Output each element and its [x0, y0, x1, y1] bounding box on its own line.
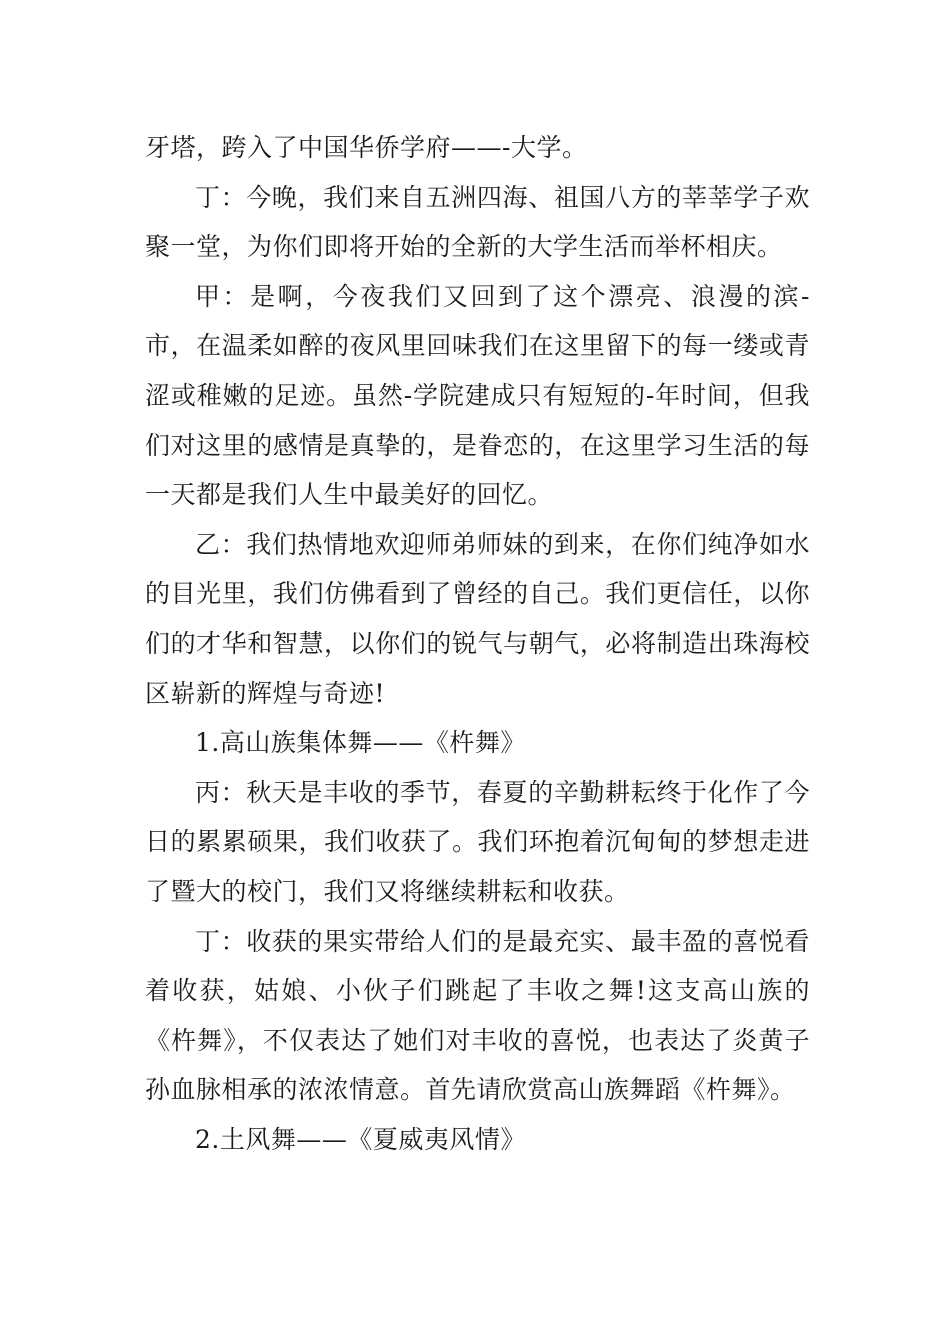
document-body	[145, 123, 810, 1164]
section-heading-2: 2.土风舞——《夏威夷风情》	[195, 1124, 526, 1154]
paragraph-1: 牙塔，跨入了中国华侨学府——-大学。	[145, 133, 588, 162]
paragraph-3: 甲：是啊，今夜我们又回到了这个漂亮、浪漫的滨-市，在温柔如醉的夜风里回味我们在这里留下的每一缕或青涩或稚嫩的足迹。虽然-学院建成只有短短的-年时间，但我们对这里的感情是真挚的，是眷恋的，在这里学习生活的每一天都是我们人生中最美好的回忆。	[145, 281, 810, 510]
paragraph-6: 丁：收获的果实带给人们的是最充实、最丰盈的喜悦看着收获，姑娘、小伙子们跳起了丰收之舞!这支高山族的《杵舞》，不仅表达了她们对丰收的喜悦，也表达了炎黄子孙血脉相承的浓浓情意。首先请欣赏高山族舞蹈《杵舞》。	[145, 926, 810, 1105]
paragraph-5: 丙：秋天是丰收的季节，春夏的辛勤耕耘终于化作了今日的累累硕果，我们收获了。我们环抱着沉甸甸的梦想走进了暨大的校门，我们又将继续耕耘和收获。	[145, 777, 810, 906]
paragraph-4: 乙：我们热情地欢迎师弟师妹的到来，在你们纯净如水的目光里，我们仿佛看到了曾经的自己。我们更信任，以你们的才华和智慧，以你们的锐气与朝气，必将制造出珠海校区崭新的辉煌与奇迹!	[145, 529, 810, 708]
paragraph-2: 丁：今晚，我们来自五洲四海、祖国八方的莘莘学子欢聚一堂，为你们即将开始的全新的大学生活而举杯相庆。	[145, 182, 810, 262]
section-heading-1: 1.高山族集体舞——《杵舞》	[195, 728, 526, 758]
